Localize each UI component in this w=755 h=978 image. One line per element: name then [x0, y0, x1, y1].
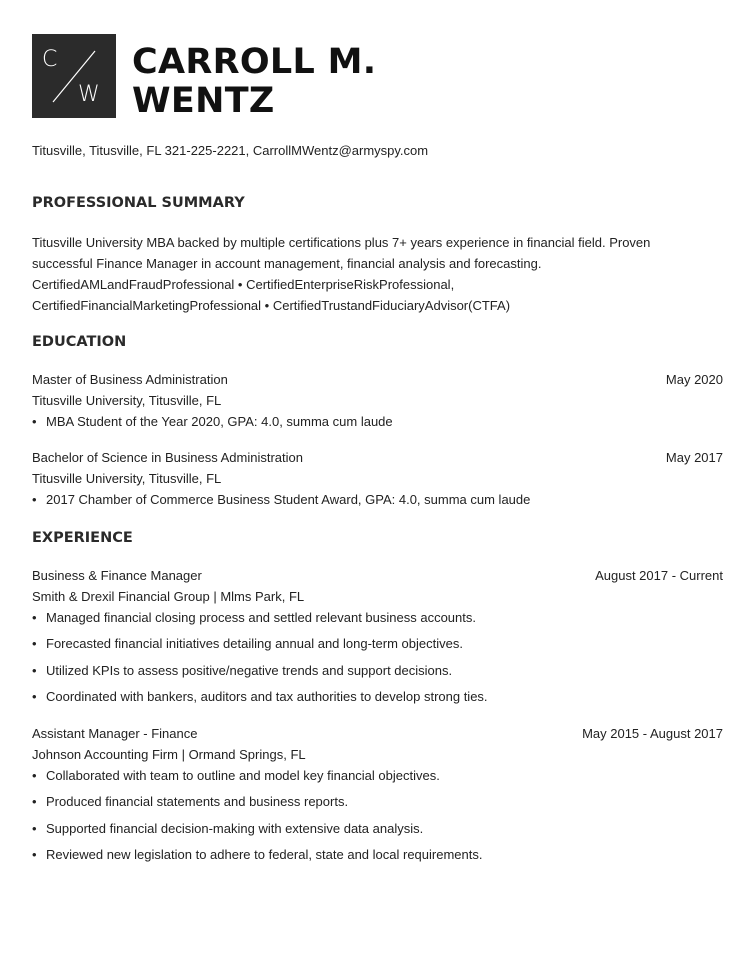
- summary-line: CertifiedFinancialMarketingProfessional • CertifiedTrustandFiduciaryAdvisor(CTFA): [32, 298, 511, 313]
- bullet-marker: •: [32, 794, 37, 809]
- job-role: Assistant Manager - Finance: [32, 726, 198, 741]
- monogram-first-letter: C: [42, 47, 58, 72]
- education-bullet: [32, 492, 530, 507]
- degree-title: Master of Business Administration: [32, 372, 228, 387]
- bullet-text: Managed financial closing process and settled relevant business accounts.: [46, 610, 476, 625]
- experience-bullet: [32, 847, 482, 862]
- education-bullet: [32, 414, 393, 429]
- education-entry-header: [32, 372, 723, 387]
- candidate-name: [132, 43, 376, 121]
- bullet-text: Coordinated with bankers, auditors and tax authorities to develop strong ties.: [46, 689, 488, 704]
- degree-title: Bachelor of Science in Business Administration: [32, 450, 303, 465]
- summary-line: Titusville University MBA backed by multiple certifications plus 7+ years experience in financial field. Proven: [32, 235, 651, 250]
- experience-bullet: [32, 610, 476, 625]
- bullet-text: Supported financial decision-making with extensive data analysis.: [46, 821, 424, 836]
- bullet-marker: •: [32, 610, 37, 625]
- bullet-text: Collaborated with team to outline and model key financial objectives.: [46, 768, 440, 783]
- experience-bullet: [32, 663, 452, 678]
- experience-entry-header: [32, 568, 723, 583]
- experience-bullet: [32, 768, 440, 783]
- resume-header: [32, 34, 376, 121]
- experience-bullet: [32, 689, 488, 704]
- bullet-text: Forecasted financial initiatives detailing annual and long-term objectives.: [46, 636, 463, 651]
- bullet-marker: •: [32, 821, 37, 836]
- summary-line: successful Finance Manager in account management, financial analysis and forecasting.: [32, 256, 542, 271]
- job-date: August 2017 - Current: [595, 568, 723, 583]
- bullet-marker: •: [32, 768, 37, 783]
- bullet-marker: •: [32, 847, 37, 862]
- education-entry-header: [32, 450, 723, 465]
- summary-text: [32, 232, 722, 316]
- name-line-2: WENTZ: [132, 81, 275, 121]
- experience-entry-header: [32, 726, 723, 741]
- job-role: Business & Finance Manager: [32, 568, 202, 583]
- bullet-text: Produced financial statements and business reports.: [46, 794, 349, 809]
- summary-heading: PROFESSIONAL SUMMARY: [32, 195, 245, 211]
- company-name: Smith & Drexil Financial Group | Mlms Park, FL: [32, 589, 305, 604]
- monogram-logo: [32, 34, 116, 118]
- experience-bullet: [32, 794, 348, 809]
- contact-info: Titusville, Titusville, FL 321-225-2221, CarrollMWentz@armyspy.com: [32, 143, 429, 158]
- bullet-marker: •: [32, 663, 37, 678]
- degree-date: May 2017: [665, 450, 723, 465]
- job-date: May 2015 - August 2017: [582, 726, 723, 741]
- bullet-text: Utilized KPIs to assess positive/negative trends and support decisions.: [46, 663, 453, 678]
- bullet-marker: •: [32, 689, 37, 704]
- bullet-text: Reviewed new legislation to adhere to federal, state and local requirements.: [46, 847, 483, 862]
- bullet-text: MBA Student of the Year 2020, GPA: 4.0, summa cum laude: [46, 414, 393, 429]
- experience-bullet: [32, 636, 463, 651]
- summary-line: CertifiedAMLandFraudProfessional • CertifiedEnterpriseRiskProfessional,: [32, 277, 455, 292]
- education-heading: EDUCATION: [32, 334, 127, 350]
- experience-heading: EXPERIENCE: [32, 530, 133, 546]
- experience-bullet: [32, 821, 423, 836]
- bullet-marker: •: [32, 636, 37, 651]
- degree-date: May 2020: [665, 372, 723, 387]
- bullet-text: 2017 Chamber of Commerce Business Student Award, GPA: 4.0, summa cum laude: [46, 492, 531, 507]
- bullet-marker: •: [32, 492, 37, 507]
- name-line-1: CARROLL M.: [132, 42, 377, 82]
- school-name: Titusville University, Titusville, FL: [32, 471, 222, 486]
- bullet-marker: •: [32, 414, 37, 429]
- company-name: Johnson Accounting Firm | Ormand Springs, FL: [32, 747, 306, 762]
- monogram-second-letter: W: [78, 82, 100, 107]
- school-name: Titusville University, Titusville, FL: [32, 393, 222, 408]
